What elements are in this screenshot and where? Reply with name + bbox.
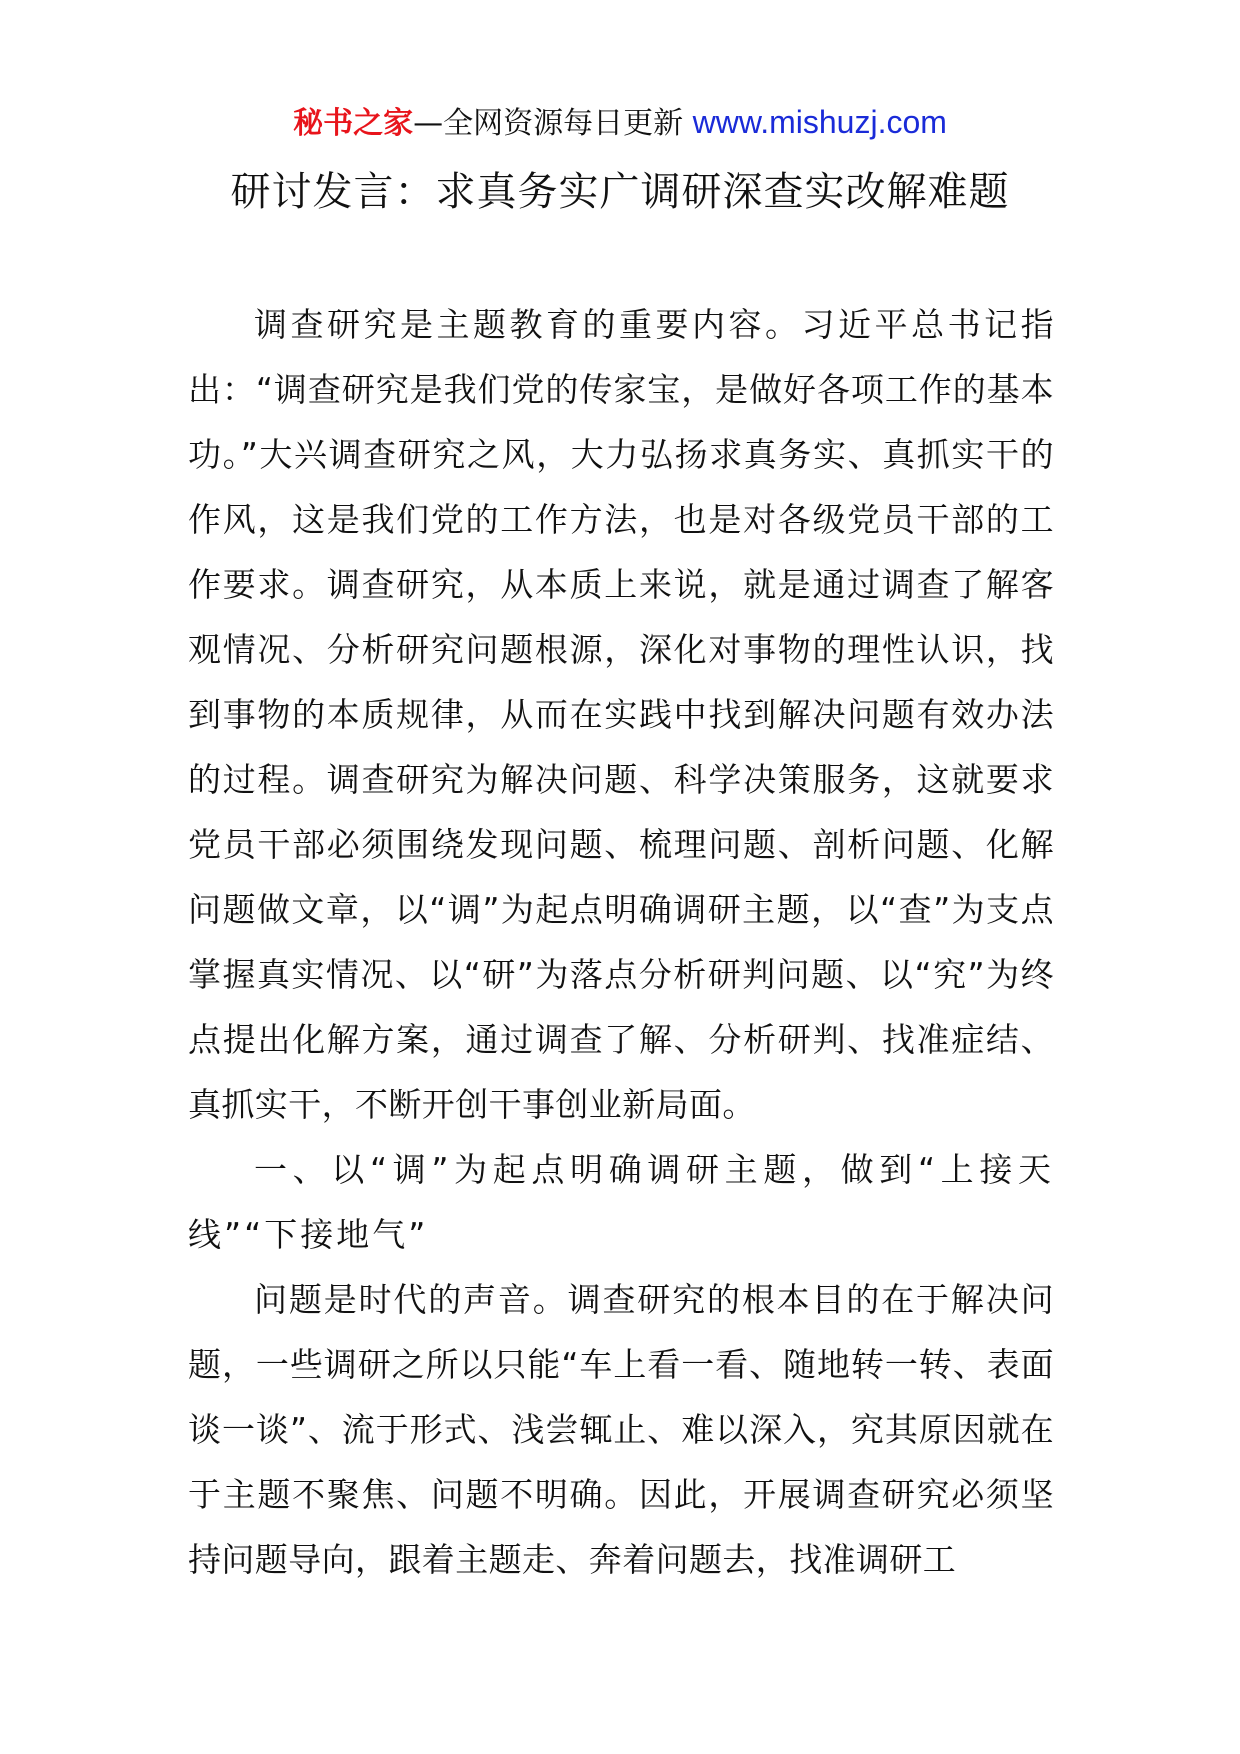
intro-paragraph: 调查研究是主题教育的重要内容。习近平总书记指出：“调查研究是我们党的传家宝，是做好各项工作的基本功。”大兴调查研究之风，大力弘扬求真务实、真抓实干的作风，这是我们党的工作方法，也是对各级党员干部的工作要求。调查研究，从本质上来说，就是通过调查了解客观情况、分析研究问题根源，深化对事物的理性认识，找到事物的本质规律，从而在实践中找到解决问题有效办法的过程。调查研究为解决问题、科学决策服务，这就要求党员干部必须围绕发现问题、梳理问题、剖析问题、化解问题做文章，以“调”为起点明确调研主题，以“查”为支点掌握真实情况、以“研”为落点分析研判问题、以“究”为终点提出化解方案，通过调查了解、分析研判、找准症结、真抓实干，不断开创干事创业新局面。	[188, 305, 1054, 1124]
document-body	[188, 292, 1054, 1592]
section-1-paragraph: 问题是时代的声音。调查研究的根本目的在于解决问题，一些调研之所以只能“车上看一看、随地转一转、表面谈一谈”、流于形式、浅尝辄止、难以深入，究其原因就在于主题不聚焦、问题不明确。因此，开展调查研究必须坚持问题导向，跟着主题走、奔着问题去，找准调研工	[188, 1280, 1054, 1579]
brand-name: 秘书之家	[293, 106, 414, 141]
header-tagline: —全网资源每日更新	[413, 106, 693, 141]
section-heading-1: 一、以“调”为起点明确调研主题，做到“上接天线”“下接地气”	[188, 1150, 1054, 1254]
document-title: 研讨发言：求真务实广调研深查实改解难题	[230, 169, 1010, 215]
site-url-link[interactable]: www.mishuzj.com	[692, 104, 947, 140]
page-header	[0, 100, 1240, 146]
